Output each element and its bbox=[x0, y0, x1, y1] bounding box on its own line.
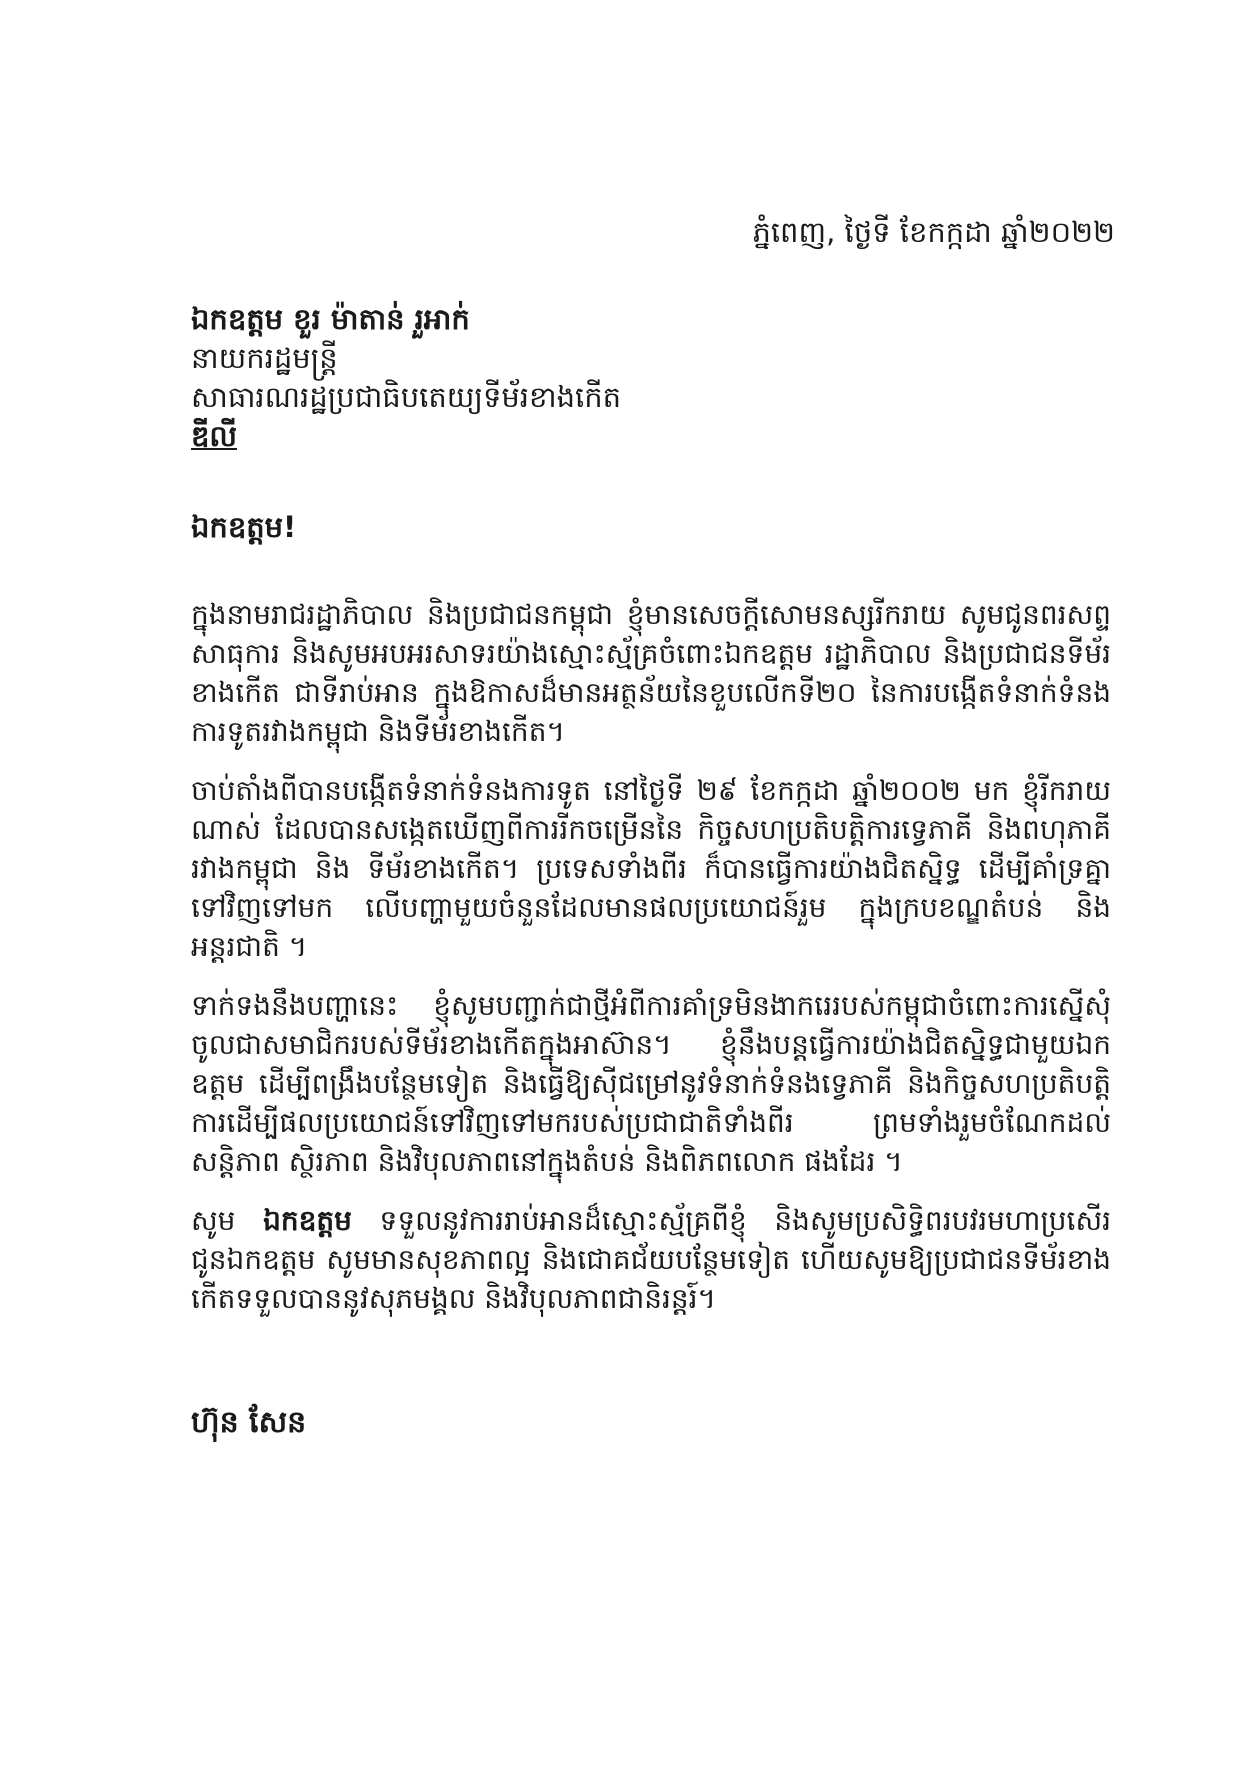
recipient-name: ឯកឧត្តម ខួរ ម៉ាតាន់ រួអាក់ bbox=[191, 302, 470, 336]
paragraph-4-bold: ឯកឧត្តម bbox=[263, 1204, 352, 1237]
paragraph-4 bbox=[191, 1201, 1111, 1318]
paragraph-2: ចាប់តាំងពីបានបង្កើតទំនាក់ទំនងការទូត នៅថ្ងៃទី ២៩ ខែកក្កដា ឆ្នាំ២០០២ មក ខ្ញុំរីករាយណាស់ ដែលបានសង្កេតឃើញពីការរីកចម្រើននៃ កិច្ចសហប្រតិបត្តិការទ្វេភាគី និងពហុភាគី រវាងកម្ពុជា និង ទីម័រខាងកើត។ ប្រទេសទាំងពីរ ក៏បានធ្វើការយ៉ាងជិតស្និទ្ធ ដើម្បីគាំទ្រគ្នាទៅវិញទៅមក លើបញ្ហាមួយចំនួនដែលមានផលប្រយោជន៍រួម ក្នុងក្របខណ្ឌតំបន់ និងអន្តរជាតិ ។ bbox=[191, 774, 1111, 963]
dateline: ភ្នំពេញ, ថ្ងៃទី ខែកក្កដា ឆ្នាំ២០២២ bbox=[752, 215, 1115, 249]
letter-body bbox=[191, 595, 1111, 1338]
paragraph-1: ក្នុងនាមរាជរដ្ឋាភិបាល និងប្រជាជនកម្ពុជា ខ្ញុំមានសេចក្តីសោមនស្សរីករាយ សូមជូនពរសព្ទសាធុការ និងសូមអបអរសាទរយ៉ាងស្មោះស្ម័គ្រចំពោះឯកឧត្តម រដ្ឋាភិបាល និងប្រជាជនទីម័រខាងកើត ជាទីរាប់អាន ក្នុងឱកាសដ៏មានអត្ថន័យនៃខួបលើកទី២០ នៃការបង្កើតទំនាក់ទំនងការទូតរវាងកម្ពុជា និងទីម័រខាងកើត។ bbox=[191, 598, 1111, 748]
paragraph-4-prefix: សូម bbox=[191, 1204, 264, 1237]
recipient-block bbox=[191, 300, 1091, 456]
signature: ហ៊ុន សែន bbox=[191, 1405, 307, 1440]
salutation: ឯកឧត្តម! bbox=[191, 510, 297, 544]
paragraph-4-rest: ទទួលនូវការរាប់អានដ៏ស្មោះស្ម័គ្រពីខ្ញុំ និងសូមប្រសិទ្ធិពរបវរមហាប្រសើរ ជូនឯកឧត្តម សូមមានសុខភាពល្អ និងជោគជ័យបន្ថែមទៀត ហើយសូមឱ្យប្រជាជនទីម័រខាងកើតទទួលបាននូវសុភមង្គល និងវិបុលភាពជានិរន្តរ៍។ bbox=[191, 1204, 1111, 1315]
paragraph-3: ទាក់ទងនឹងបញ្ហានេះ ខ្ញុំសូមបញ្ជាក់ជាថ្មីអំពីការគាំទ្រមិនងាករេរបស់កម្ពុជាចំពោះការស្នើសុំចូលជាសមាជិករបស់ទីម័រខាងកើតក្នុងអាស៊ាន។ ខ្ញុំនឹងបន្តធ្វើការយ៉ាងជិតស្និទ្ធជាមួយឯកឧត្តម ដើម្បីពង្រឹងបន្ថែមទៀត និងធ្វើឱ្យស៊ីជម្រៅនូវទំនាក់ទំនងទ្វេភាគី និងកិច្ចសហប្រតិបត្តិការដើម្បីផលប្រយោជន៍ទៅវិញទៅមករបស់ប្រជាជាតិទាំងពីរ ព្រមទាំងរួមចំណែកដល់សន្តិភាព ស្ថិរភាព និងវិបុលភាពនៅក្នុងតំបន់ និងពិភពលោក ផងដែរ ។ bbox=[191, 989, 1111, 1178]
recipient-city: ឌីលី bbox=[191, 419, 238, 453]
recipient-title: នាយករដ្ឋមន្ត្រី bbox=[191, 341, 338, 375]
recipient-country: សាធារណរដ្ឋប្រជាធិបតេយ្យទីម័រខាងកើត bbox=[191, 380, 622, 414]
